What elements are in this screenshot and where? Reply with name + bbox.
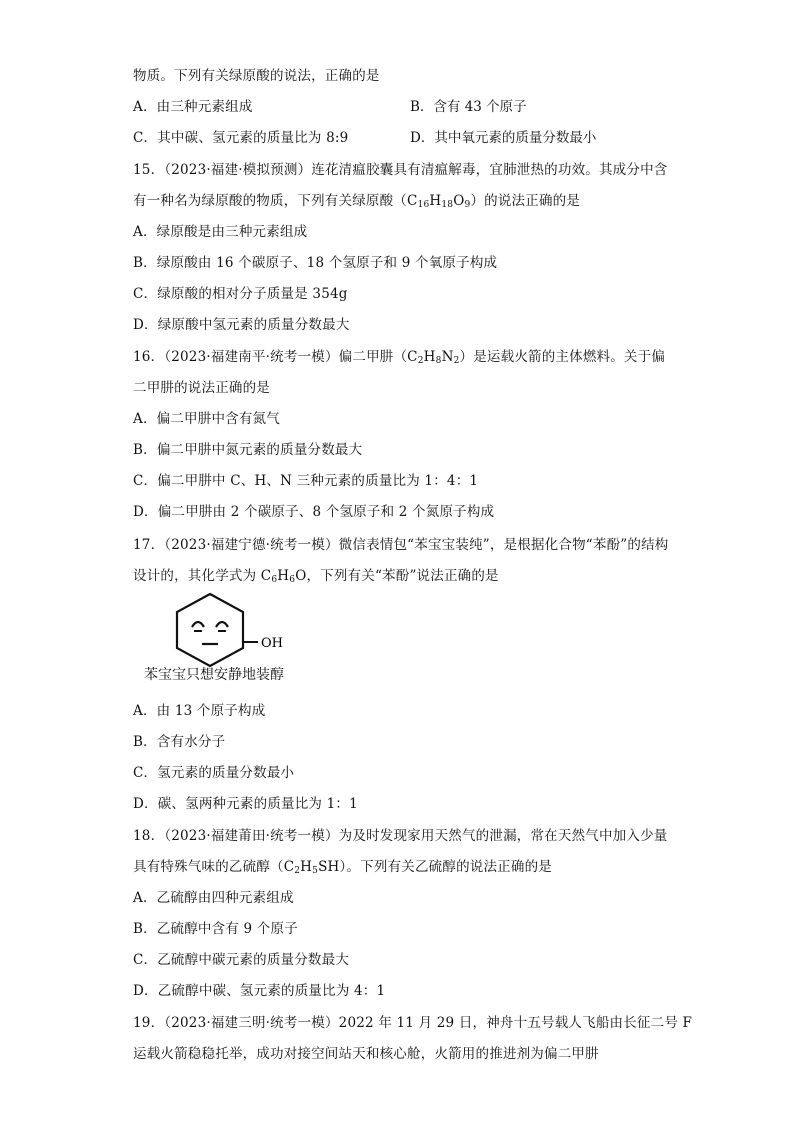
text-line: 二甲肼的说法正确的是 bbox=[133, 380, 270, 396]
question-17-option-c bbox=[133, 763, 294, 783]
option-text: A．乙硫醇由四种元素组成 bbox=[133, 890, 294, 906]
subscript: 8 bbox=[435, 356, 442, 366]
question-15-option-c bbox=[133, 284, 348, 304]
option-text: B．含有 43 个原子 bbox=[410, 99, 527, 115]
option-d bbox=[410, 128, 596, 148]
question-18-option-b bbox=[133, 919, 298, 939]
option-c bbox=[133, 128, 348, 148]
question-16-option-c bbox=[133, 471, 478, 491]
subscript: 6 bbox=[271, 575, 278, 585]
text-line: O，下列有关“苯酚”说法正确的是 bbox=[295, 568, 499, 584]
question-19-stem-cont bbox=[133, 1044, 599, 1064]
option-text: C．其中碳、氢元素的质量比为 8:9 bbox=[133, 130, 349, 146]
question-16-stem bbox=[133, 347, 665, 367]
text-line: 18．（2023·福建莆田·统考一模）为及时发现家用天然气的泄漏，常在天然气中加入少量 bbox=[133, 828, 668, 844]
text-line: 15．（2023·福建·模拟预测）连花清瘟胶囊具有清瘟解毒，宜肺泄热的功效。其成分中含 bbox=[133, 162, 668, 178]
question-16-option-a bbox=[133, 409, 280, 429]
text-line: 具有特殊气味的乙硫醇（C bbox=[133, 859, 295, 875]
option-text: D．碳、氢两种元素的质量比为 1：1 bbox=[133, 796, 358, 812]
formula-element: N bbox=[441, 349, 454, 365]
figure-caption: 苯宝宝只想安静地装醇 bbox=[144, 667, 284, 683]
question-16-option-d bbox=[133, 502, 494, 522]
option-text: B．乙硫醇中含有 9 个原子 bbox=[133, 921, 298, 937]
question-17-option-b bbox=[133, 732, 225, 752]
question-17-option-a bbox=[133, 701, 265, 721]
text-line: 16．（2023·福建南平·统考一模）偏二甲肼（C bbox=[133, 349, 418, 365]
intro-line bbox=[133, 66, 380, 86]
question-19-stem bbox=[133, 1013, 692, 1033]
subscript: 2 bbox=[453, 356, 460, 366]
text-line: ）是运载火箭的主体燃料。关于偏 bbox=[459, 349, 666, 365]
benzene-ring bbox=[177, 594, 243, 666]
option-text: D．其中氧元素的质量分数最小 bbox=[410, 130, 597, 146]
subscript: 2 bbox=[417, 356, 424, 366]
question-16-option-b bbox=[133, 440, 362, 460]
option-a bbox=[133, 97, 253, 117]
formula-element: O bbox=[453, 193, 465, 209]
text-line: 有一种名为绿原酸的物质，下列有关绿原酸（C bbox=[133, 193, 418, 209]
text-line: 17．（2023·福建宁德·统考一模）微信表情包“苯宝宝装纯”，是根据化合物“苯酚”的结构 bbox=[133, 537, 669, 553]
option-text: A．由三种元素组成 bbox=[133, 99, 253, 115]
question-18-stem bbox=[133, 826, 667, 846]
left-eye bbox=[192, 622, 204, 627]
formula-element: H bbox=[300, 859, 313, 875]
option-b bbox=[410, 97, 527, 117]
formula-element: H bbox=[429, 193, 442, 209]
option-text: B．含有水分子 bbox=[133, 734, 226, 750]
question-18-option-d bbox=[133, 981, 385, 1001]
question-18-option-c bbox=[133, 950, 349, 970]
formula-element: H bbox=[277, 568, 290, 584]
option-text: A．绿原酸是由三种元素组成 bbox=[133, 224, 308, 240]
text-line: 设计的，其化学式为 C bbox=[133, 568, 272, 584]
text-line: ）的说法正确的是 bbox=[470, 193, 581, 209]
subscript: 9 bbox=[464, 200, 471, 210]
question-15-stem bbox=[133, 160, 667, 180]
question-17-stem bbox=[133, 535, 668, 555]
text-line: 19．（2023·福建三明·统考一模）2022 年 11 月 29 日，神舟十五号载人飞船由长征二号 F bbox=[133, 1015, 693, 1031]
text-line: SH）。下列有关乙硫醇的说法正确的是 bbox=[318, 859, 552, 875]
subscript: 16 bbox=[417, 200, 430, 210]
question-15-option-a bbox=[133, 222, 307, 242]
option-text: C．偏二甲肼中 C、H、N 三种元素的质量比为 1：4：1 bbox=[133, 473, 479, 489]
option-text: C．乙硫醇中碳元素的质量分数最大 bbox=[133, 952, 350, 968]
question-15-stem-cont bbox=[133, 191, 580, 211]
text-line: 运载火箭稳稳托举，成功对接空间站天和核心舱，火箭用的推进剂为偏二甲肼 bbox=[133, 1046, 599, 1062]
subscript: 6 bbox=[289, 575, 296, 585]
option-text: D．乙硫醇中碳、氢元素的质量比为 4：1 bbox=[133, 983, 386, 999]
oh-label: OH bbox=[261, 636, 283, 651]
subscript: 2 bbox=[294, 866, 301, 876]
question-15-option-d bbox=[133, 315, 350, 335]
question-16-stem-cont bbox=[133, 378, 270, 398]
subscript: 18 bbox=[441, 200, 454, 210]
question-18-option-a bbox=[133, 888, 294, 908]
subscript: 5 bbox=[312, 866, 319, 876]
option-text: A．由 13 个原子构成 bbox=[133, 703, 266, 719]
text-line: 物质。下列有关绿原酸的说法，正确的是 bbox=[133, 68, 380, 84]
formula-element: H bbox=[423, 349, 436, 365]
question-17-stem-cont bbox=[133, 566, 499, 586]
right-eye bbox=[216, 622, 228, 627]
question-17-option-d bbox=[133, 794, 358, 814]
option-text: B．偏二甲肼中氮元素的质量分数最大 bbox=[133, 442, 363, 458]
option-text: D．绿原酸中氢元素的质量分数最大 bbox=[133, 317, 350, 333]
option-text: D．偏二甲肼由 2 个碳原子、8 个氢原子和 2 个氮原子构成 bbox=[133, 504, 495, 520]
question-18-stem-cont bbox=[133, 857, 552, 877]
option-text: A．偏二甲肼中含有氮气 bbox=[133, 411, 280, 427]
question-15-option-b bbox=[133, 253, 497, 273]
option-text: C．氢元素的质量分数最小 bbox=[133, 765, 295, 781]
option-text: B．绿原酸由 16 个碳原子、18 个氢原子和 9 个氧原子构成 bbox=[133, 255, 498, 271]
option-text: C．绿原酸的相对分子质量是 354g bbox=[133, 286, 348, 302]
